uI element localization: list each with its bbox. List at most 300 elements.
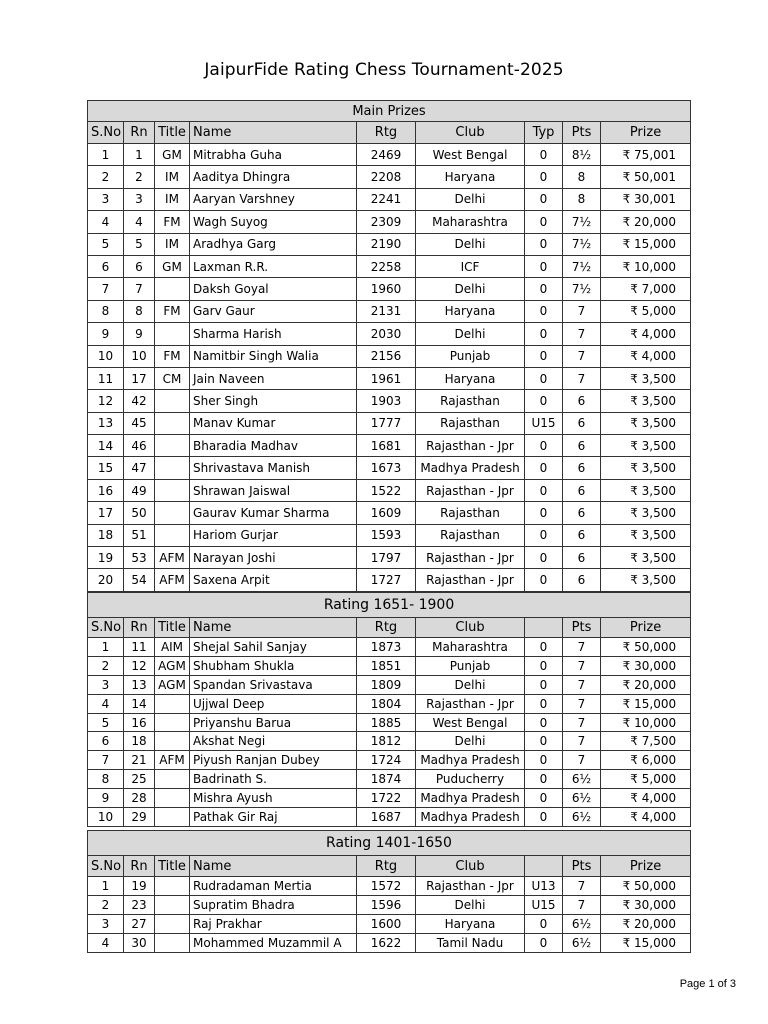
table-row — [88, 144, 691, 166]
section-title: Rating 1651- 1900 — [88, 593, 691, 618]
column-header: Rtg — [357, 856, 416, 877]
table-cell: 0 — [525, 638, 563, 657]
table-cell: West Bengal — [416, 144, 525, 166]
table-cell: 7½ — [563, 233, 601, 255]
table-cell: AFM — [155, 751, 190, 770]
table-cell: 5 — [124, 233, 155, 255]
table-cell: 0 — [525, 547, 563, 569]
table-row — [88, 502, 691, 524]
table-cell: 6 — [88, 255, 124, 277]
table-cell: 45 — [124, 412, 155, 434]
table-cell: U13 — [525, 877, 563, 896]
table-cell: Rajasthan - Jpr — [416, 479, 525, 501]
table-cell: ₹ 6,000 — [601, 751, 691, 770]
table-cell: 0 — [525, 278, 563, 300]
table-cell: 18 — [124, 732, 155, 751]
table-row — [88, 367, 691, 389]
table-cell: 1960 — [357, 278, 416, 300]
table-cell: 7 — [563, 345, 601, 367]
table-cell: 6½ — [563, 789, 601, 808]
table-cell: 1522 — [357, 479, 416, 501]
table-cell: 2156 — [357, 345, 416, 367]
table-cell: 1 — [88, 638, 124, 657]
table-cell: 27 — [124, 915, 155, 934]
table-cell: Haryana — [416, 166, 525, 188]
table-cell: 0 — [525, 675, 563, 694]
table-cell: 2030 — [357, 323, 416, 345]
table-cell: Rudradaman Mertia — [190, 877, 357, 896]
table-row — [88, 345, 691, 367]
table-cell: 1809 — [357, 675, 416, 694]
table-cell: Shubham Shukla — [190, 656, 357, 675]
table-row — [88, 524, 691, 546]
table-cell: Madhya Pradesh — [416, 789, 525, 808]
table-cell: Saxena Arpit — [190, 569, 357, 591]
table-cell: 1681 — [357, 435, 416, 457]
table-cell: 3 — [88, 188, 124, 210]
table-cell: 12 — [124, 656, 155, 675]
table-cell: 0 — [525, 808, 563, 827]
table-cell: 7 — [88, 278, 124, 300]
table-row — [88, 751, 691, 770]
table-cell: Madhya Pradesh — [416, 751, 525, 770]
table-cell: ₹ 15,000 — [601, 934, 691, 953]
table-cell: U15 — [525, 896, 563, 915]
table-cell: 6 — [563, 524, 601, 546]
header-row — [88, 618, 691, 638]
table-cell: ₹ 15,000 — [601, 694, 691, 713]
table-cell: 0 — [525, 694, 563, 713]
table-cell: 11 — [124, 638, 155, 657]
column-header: Title — [155, 122, 190, 144]
table-cell: 17 — [124, 367, 155, 389]
table-cell: 1722 — [357, 789, 416, 808]
table-cell: 8½ — [563, 144, 601, 166]
table-cell: 6½ — [563, 770, 601, 789]
section-title: Rating 1401-1650 — [88, 831, 691, 856]
table-row — [88, 412, 691, 434]
table-cell: 1961 — [357, 367, 416, 389]
table-cell: 1609 — [357, 502, 416, 524]
table-cell: Tamil Nadu — [416, 934, 525, 953]
column-header: Rn — [124, 122, 155, 144]
table-cell — [155, 323, 190, 345]
table-cell: 1804 — [357, 694, 416, 713]
table-cell — [155, 524, 190, 546]
table-cell: 53 — [124, 547, 155, 569]
table-cell: 0 — [525, 367, 563, 389]
table-cell: 3 — [88, 675, 124, 694]
table-cell: 47 — [124, 457, 155, 479]
table-cell: Delhi — [416, 675, 525, 694]
table-cell: 0 — [525, 457, 563, 479]
main-prizes-table — [87, 100, 691, 592]
table-cell: FM — [155, 345, 190, 367]
column-header: S.No — [88, 856, 124, 877]
table-cell: Punjab — [416, 656, 525, 675]
table-row — [88, 479, 691, 501]
column-header: Club — [416, 856, 525, 877]
table-cell: 9 — [124, 323, 155, 345]
table-cell: 2 — [124, 166, 155, 188]
table-cell: Mishra Ayush — [190, 789, 357, 808]
table-cell: 46 — [124, 435, 155, 457]
table-cell: ₹ 5,000 — [601, 300, 691, 322]
table-cell: 8 — [88, 300, 124, 322]
table-cell: AFM — [155, 547, 190, 569]
table-cell: Madhya Pradesh — [416, 808, 525, 827]
table-cell: AIM — [155, 638, 190, 657]
table-cell: 6½ — [563, 934, 601, 953]
table-row — [88, 211, 691, 233]
table-cell: Rajasthan — [416, 502, 525, 524]
table-cell: 23 — [124, 896, 155, 915]
table-cell: Priyanshu Barua — [190, 713, 357, 732]
table-cell: Madhya Pradesh — [416, 457, 525, 479]
table-row — [88, 694, 691, 713]
table-cell: 2 — [88, 166, 124, 188]
table-cell — [155, 934, 190, 953]
column-header: Title — [155, 856, 190, 877]
table-row — [88, 569, 691, 591]
table-cell: Sharma Harish — [190, 323, 357, 345]
table-cell: 11 — [88, 367, 124, 389]
table-cell: 29 — [124, 808, 155, 827]
rating-1401-1650-table — [87, 830, 691, 953]
table-cell: 1777 — [357, 412, 416, 434]
table-cell: 7 — [563, 300, 601, 322]
table-cell: 0 — [525, 300, 563, 322]
section-title-row — [88, 593, 691, 618]
table-cell: 9 — [88, 789, 124, 808]
table-cell: Rajasthan - Jpr — [416, 877, 525, 896]
table-cell: GM — [155, 144, 190, 166]
table-cell: 1600 — [357, 915, 416, 934]
table-cell: Ujjwal Deep — [190, 694, 357, 713]
table-row — [88, 915, 691, 934]
table-cell — [155, 457, 190, 479]
table-cell: 7 — [88, 751, 124, 770]
table-cell: Maharashtra — [416, 211, 525, 233]
table-cell: Haryana — [416, 367, 525, 389]
table-cell: Laxman R.R. — [190, 255, 357, 277]
table-cell: 49 — [124, 479, 155, 501]
column-header: Rtg — [357, 122, 416, 144]
table-row — [88, 457, 691, 479]
table-row — [88, 390, 691, 412]
table-cell: ₹ 10,000 — [601, 713, 691, 732]
table-cell: AGM — [155, 675, 190, 694]
table-cell: 7 — [563, 896, 601, 915]
table-cell — [155, 502, 190, 524]
table-cell: ₹ 15,000 — [601, 233, 691, 255]
table-cell: Rajasthan - Jpr — [416, 694, 525, 713]
table-cell: ₹ 30,000 — [601, 656, 691, 675]
table-cell: Rajasthan - Jpr — [416, 569, 525, 591]
table-cell: ₹ 3,500 — [601, 524, 691, 546]
table-cell: 7½ — [563, 255, 601, 277]
table-cell — [155, 770, 190, 789]
table-cell: 1 — [124, 144, 155, 166]
table-cell: Namitbir Singh Walia — [190, 345, 357, 367]
table-cell: ₹ 20,000 — [601, 915, 691, 934]
table-cell: IM — [155, 188, 190, 210]
table-cell: 4 — [88, 694, 124, 713]
table-cell: Haryana — [416, 915, 525, 934]
table-cell: 3 — [88, 915, 124, 934]
table-cell: 6 — [563, 412, 601, 434]
table-cell: Shejal Sahil Sanjay — [190, 638, 357, 657]
table-cell: 16 — [124, 713, 155, 732]
column-header: Club — [416, 618, 525, 638]
column-header: S.No — [88, 618, 124, 638]
table-cell: 0 — [525, 211, 563, 233]
table-cell: 1885 — [357, 713, 416, 732]
table-cell: Jain Naveen — [190, 367, 357, 389]
table-cell: 17 — [88, 502, 124, 524]
table-cell: 1596 — [357, 896, 416, 915]
table-row — [88, 896, 691, 915]
table-cell: Bharadia Madhav — [190, 435, 357, 457]
table-cell: 1 — [88, 877, 124, 896]
table-cell: Rajasthan — [416, 390, 525, 412]
table-cell: Wagh Suyog — [190, 211, 357, 233]
table-row — [88, 233, 691, 255]
table-cell: FM — [155, 211, 190, 233]
table-cell: 0 — [525, 656, 563, 675]
table-cell: Badrinath S. — [190, 770, 357, 789]
table-cell: Delhi — [416, 732, 525, 751]
column-header — [525, 856, 563, 877]
column-header: Rtg — [357, 618, 416, 638]
table-cell: 0 — [525, 255, 563, 277]
table-cell: 7 — [563, 751, 601, 770]
column-header: Name — [190, 618, 357, 638]
table-cell: 0 — [525, 789, 563, 808]
table-cell: 1874 — [357, 770, 416, 789]
table-cell: 0 — [525, 934, 563, 953]
table-row — [88, 547, 691, 569]
table-cell: 0 — [525, 770, 563, 789]
table-cell: 4 — [88, 211, 124, 233]
table-cell — [155, 713, 190, 732]
table-cell: 6 — [563, 435, 601, 457]
table-cell: 2469 — [357, 144, 416, 166]
table-cell: 0 — [525, 524, 563, 546]
table-cell: 8 — [563, 188, 601, 210]
table-cell: 8 — [124, 300, 155, 322]
table-cell: ₹ 30,000 — [601, 896, 691, 915]
table-cell: Delhi — [416, 278, 525, 300]
table-cell: Piyush Ranjan Dubey — [190, 751, 357, 770]
table-cell: 6 — [563, 547, 601, 569]
table-cell: 4 — [88, 934, 124, 953]
table-cell: ₹ 50,001 — [601, 166, 691, 188]
table-cell: 1622 — [357, 934, 416, 953]
table-cell: 2 — [88, 656, 124, 675]
table-cell: ICF — [416, 255, 525, 277]
table-cell: 1812 — [357, 732, 416, 751]
header-row — [88, 856, 691, 877]
table-cell: 7 — [563, 323, 601, 345]
section-title-row — [88, 831, 691, 856]
table-cell: Rajasthan — [416, 524, 525, 546]
table-cell: Puducherry — [416, 770, 525, 789]
header-row — [88, 122, 691, 144]
table-cell: 0 — [525, 345, 563, 367]
document-title: JaipurFide Rating Chess Tournament-2025 — [204, 60, 564, 80]
table-row — [88, 166, 691, 188]
table-cell: 54 — [124, 569, 155, 591]
table-cell: ₹ 7,000 — [601, 278, 691, 300]
table-cell: ₹ 30,001 — [601, 188, 691, 210]
table-cell: 10 — [88, 808, 124, 827]
table-row — [88, 934, 691, 953]
table-cell: Spandan Srivastava — [190, 675, 357, 694]
table-cell: 2190 — [357, 233, 416, 255]
table-cell: 1797 — [357, 547, 416, 569]
table-cell: Raj Prakhar — [190, 915, 357, 934]
table-cell: 4 — [124, 211, 155, 233]
table-cell — [155, 877, 190, 896]
table-cell: 8 — [563, 166, 601, 188]
table-cell: Mohammed Muzammil A — [190, 934, 357, 953]
table-cell: 6 — [563, 479, 601, 501]
table-cell: U15 — [525, 412, 563, 434]
table-row — [88, 278, 691, 300]
table-cell: 2241 — [357, 188, 416, 210]
table-cell: Aaryan Varshney — [190, 188, 357, 210]
table-cell: 2309 — [357, 211, 416, 233]
table-cell: 1 — [88, 144, 124, 166]
column-header: Name — [190, 856, 357, 877]
table-cell: 7 — [563, 732, 601, 751]
table-cell: 28 — [124, 789, 155, 808]
table-cell: AGM — [155, 656, 190, 675]
table-cell: 0 — [525, 732, 563, 751]
table-cell: 19 — [124, 877, 155, 896]
table-cell — [155, 808, 190, 827]
table-cell: 0 — [525, 502, 563, 524]
table-cell: 7 — [563, 367, 601, 389]
table-cell: 42 — [124, 390, 155, 412]
table-cell: 15 — [88, 457, 124, 479]
table-cell — [155, 915, 190, 934]
table-cell — [155, 694, 190, 713]
table-cell: Maharashtra — [416, 638, 525, 657]
column-header: Club — [416, 122, 525, 144]
table-cell: 0 — [525, 233, 563, 255]
table-cell: 6 — [88, 732, 124, 751]
table-cell: ₹ 4,000 — [601, 789, 691, 808]
table-cell: Delhi — [416, 896, 525, 915]
table-cell: 12 — [88, 390, 124, 412]
table-cell: Delhi — [416, 233, 525, 255]
table-row — [88, 638, 691, 657]
table-cell: West Bengal — [416, 713, 525, 732]
table-cell: 6½ — [563, 808, 601, 827]
table-row — [88, 188, 691, 210]
table-cell: Punjab — [416, 345, 525, 367]
table-cell: 7 — [124, 278, 155, 300]
table-cell: Gaurav Kumar Sharma — [190, 502, 357, 524]
table-cell: Shrivastava Manish — [190, 457, 357, 479]
column-header: Rn — [124, 856, 155, 877]
table-cell: 7 — [563, 656, 601, 675]
table-cell: 0 — [525, 479, 563, 501]
table-cell: 5 — [88, 713, 124, 732]
table-cell: Aradhya Garg — [190, 233, 357, 255]
table-cell: 18 — [88, 524, 124, 546]
table-cell: 1903 — [357, 390, 416, 412]
table-cell: 6½ — [563, 915, 601, 934]
table-cell: Pathak Gir Raj — [190, 808, 357, 827]
table-cell: 50 — [124, 502, 155, 524]
table-cell: Aaditya Dhingra — [190, 166, 357, 188]
table-cell: 0 — [525, 569, 563, 591]
table-cell: ₹ 3,500 — [601, 390, 691, 412]
column-header: Prize — [601, 122, 691, 144]
table-cell: ₹ 3,500 — [601, 479, 691, 501]
table-row — [88, 300, 691, 322]
table-cell: 2 — [88, 896, 124, 915]
table-cell: 6 — [124, 255, 155, 277]
table-cell: 2208 — [357, 166, 416, 188]
table-cell: Shrawan Jaiswal — [190, 479, 357, 501]
table-cell — [155, 278, 190, 300]
table-cell: 20 — [88, 569, 124, 591]
table-cell: 8 — [88, 770, 124, 789]
table-cell: 0 — [525, 166, 563, 188]
table-cell: Rajasthan - Jpr — [416, 435, 525, 457]
table-cell: 1572 — [357, 877, 416, 896]
table-cell: 6 — [563, 502, 601, 524]
table-cell: Akshat Negi — [190, 732, 357, 751]
table-cell: 25 — [124, 770, 155, 789]
column-header: Prize — [601, 618, 691, 638]
column-header: Name — [190, 122, 357, 144]
table-cell: 19 — [88, 547, 124, 569]
table-cell: Manav Kumar — [190, 412, 357, 434]
table-cell: Narayan Joshi — [190, 547, 357, 569]
table-row — [88, 656, 691, 675]
table-row — [88, 732, 691, 751]
table-cell — [155, 732, 190, 751]
table-cell: 2258 — [357, 255, 416, 277]
table-cell — [155, 789, 190, 808]
table-cell: ₹ 3,500 — [601, 547, 691, 569]
table-cell: 1851 — [357, 656, 416, 675]
table-cell: 1687 — [357, 808, 416, 827]
table-cell: 0 — [525, 751, 563, 770]
table-cell: IM — [155, 233, 190, 255]
table-cell: 7 — [563, 713, 601, 732]
table-row — [88, 713, 691, 732]
table-cell: 13 — [88, 412, 124, 434]
table-cell: ₹ 3,500 — [601, 435, 691, 457]
table-row — [88, 675, 691, 694]
section-title: Main Prizes — [88, 101, 691, 122]
table-cell: 1724 — [357, 751, 416, 770]
column-header: S.No — [88, 122, 124, 144]
table-cell: 9 — [88, 323, 124, 345]
table-cell: Garv Gaur — [190, 300, 357, 322]
table-cell: Haryana — [416, 300, 525, 322]
table-cell: 0 — [525, 144, 563, 166]
table-cell: Supratim Bhadra — [190, 896, 357, 915]
table-cell: Rajasthan - Jpr — [416, 547, 525, 569]
column-header: Title — [155, 618, 190, 638]
